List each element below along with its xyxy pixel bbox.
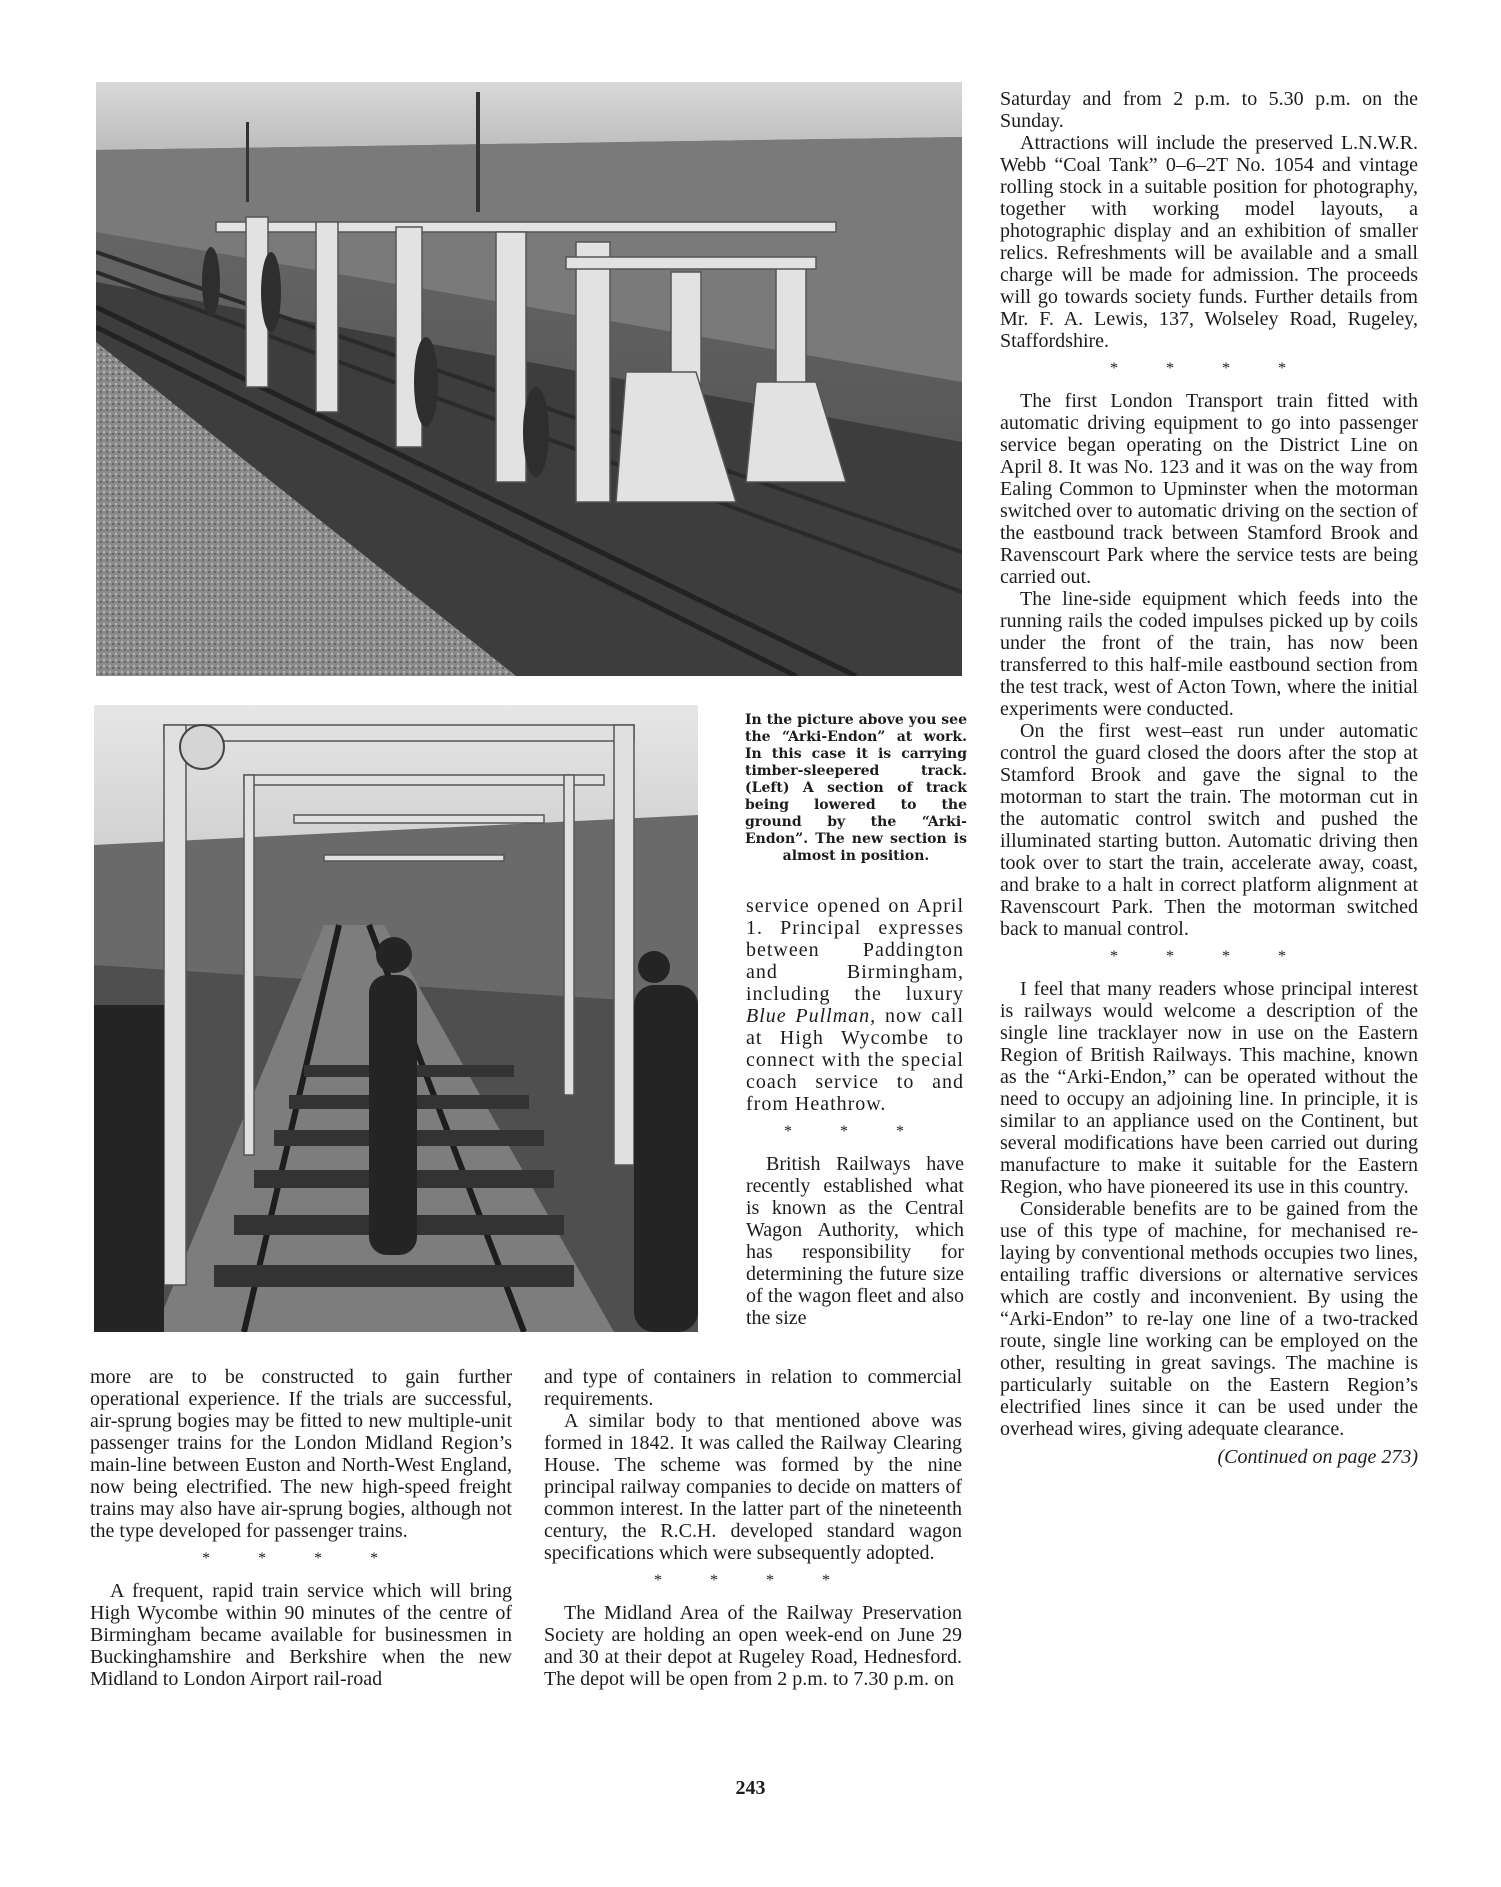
section-divider: * * * * xyxy=(202,1550,400,1567)
right-column xyxy=(1000,88,1418,1468)
page-number: 243 xyxy=(735,1777,766,1799)
section-divider: * * * * xyxy=(654,1572,852,1589)
photo-arki-endon-at-work xyxy=(96,82,962,676)
paragraph-railway-clearing-house: A similar body to that mentioned above was formed in 1842. It was called the Railway Clearing House. The scheme was formed by the nine principal railway companies to decide on matters of common interest. In the latter part of the nineteenth century, the R.C.H. developed standard wagon specifications which were subsequently adopted. xyxy=(544,1410,962,1564)
paragraph-first-run: On the first west–east run under automatic control the guard closed the doors after the stop at Stamford Brook and gave the signal to the motorman to start the train. The motorman cut in the automatic control switch and pushed the illuminated starting button. Automatic driving then took over to start the train, accelerate away, coast, and brake to a halt in correct platform alignment at Ravenscourt Park. Then the motorman switched back to manual control. xyxy=(1000,720,1418,940)
section-divider: * * * * xyxy=(1110,948,1308,965)
left-column xyxy=(90,1366,512,1690)
photo-caption: In the picture above you see the “Arki-Endon” at work. In this case it is carrying timber-sleepered track. (Left) A section of track being lowered to the ground by the “Arki-Endon”. The new section is almost in position. xyxy=(745,712,967,864)
paragraph-containers: and type of containers in relation to commercial requirements. xyxy=(544,1366,962,1410)
paragraph-line-side-equipment: The line-side equipment which feeds into the running rails the coded impulses picked up by coils under the front of the train, has now been transferred to this half-mile eastbound section from the test track, west of Acton Town, where the initial experiments were conducted. xyxy=(1000,588,1418,720)
photo-track-section-lowered xyxy=(94,705,698,1332)
paragraph-tracklayer-description: I feel that many readers whose principal interest is railways would welcome a description of the single line tracklayer now in use on the Eastern Region of British Railways. This machine, known as the “Arki-Endon,” can be operated without the need to occupy an adjoining line. In principle, it is similar to an appliance used on the Continent, but several modifications have been carried out during manufacture to make it suitable for the Eastern Region, who have pioneered its use in this country. xyxy=(1000,978,1418,1198)
middle-column xyxy=(544,1366,962,1690)
paragraph-railway-preservation-society: The Midland Area of the Railway Preservation Society are holding an open week-end on June 29 and 30 at their depot at Rugeley Road, Hednesford. The depot will be open from 2 p.m. to 7.30 p.m. on xyxy=(544,1602,962,1690)
paragraph-high-wycombe-continued: service opened on April 1. Principal expresses between Paddington and Birmingham, including the luxury Blue Pullman, now call at High Wycombe to connect with the special coach service to and from Heathrow. xyxy=(746,895,964,1115)
continued-note: (Continued on page 273) xyxy=(1217,1446,1418,1468)
section-divider: * * * xyxy=(784,1123,926,1140)
paragraph-open-weekend-hours: Saturday and from 2 p.m. to 5.30 p.m. on the Sunday. xyxy=(1000,88,1418,132)
middle-narrow-column xyxy=(746,895,964,1329)
paragraph-attractions: Attractions will include the preserved L.N.W.R. Webb “Coal Tank” 0–6–2T No. 1054 and vintage rolling stock in a suitable position for photography, together with working model layouts, a photographic display and an exhibition of smaller relics. Refreshments will be available and a small charge will be made for admission. The proceeds will go towards society funds. Further details from Mr. F. A. Lewis, 137, Wolseley Road, Rugeley, Staffordshire. xyxy=(1000,132,1418,352)
section-divider: * * * * xyxy=(1110,360,1308,377)
paragraph-benefits: Considerable benefits are to be gained from the use of this type of machine, for mechanised re-laying by conventional methods occupies two lines, entailing traffic diversions or alternative services which are costly and inconvenient. By using the “Arki-Endon” to re-lay one line of a two-tracked route, single line working can be employed on the other, resulting in great savings. The machine is particularly suitable on the Eastern Region’s electrified lines since it can be used under the overhead wires, giving adequate clearance. xyxy=(1000,1198,1418,1440)
paragraph-high-wycombe-service: A frequent, rapid train service which will bring High Wycombe within 90 minutes of the centre of Birmingham became available for businessmen in Buckinghamshire and Berkshire when the new Midland to London Airport rail-road xyxy=(90,1580,512,1690)
paragraph-air-sprung-bogies: more are to be constructed to gain further operational experience. If the trials are successful, air-sprung bogies may be fitted to new multiple-unit passenger trains for the London Midland Region’s main-line between Euston and North-West England, now being electrified. The new high-speed freight trains may also have air-sprung bogies, although not the type developed for passenger trains. xyxy=(90,1366,512,1542)
paragraph-central-wagon-authority: British Railways have recently established what is known as the Central Wagon Authority, which has responsibility for determining the future size of the wagon fleet and also the size xyxy=(746,1153,964,1329)
paragraph-automatic-driving: The first London Transport train fitted with automatic driving equipment to go into passenger service began operating on the District Line on April 8. It was No. 123 and it was on the way from Ealing Common to Upminster when the motorman switched over to automatic driving on the section of the eastbound track between Stamford Brook and Ravenscourt Park where the service tests are being carried out. xyxy=(1000,390,1418,588)
